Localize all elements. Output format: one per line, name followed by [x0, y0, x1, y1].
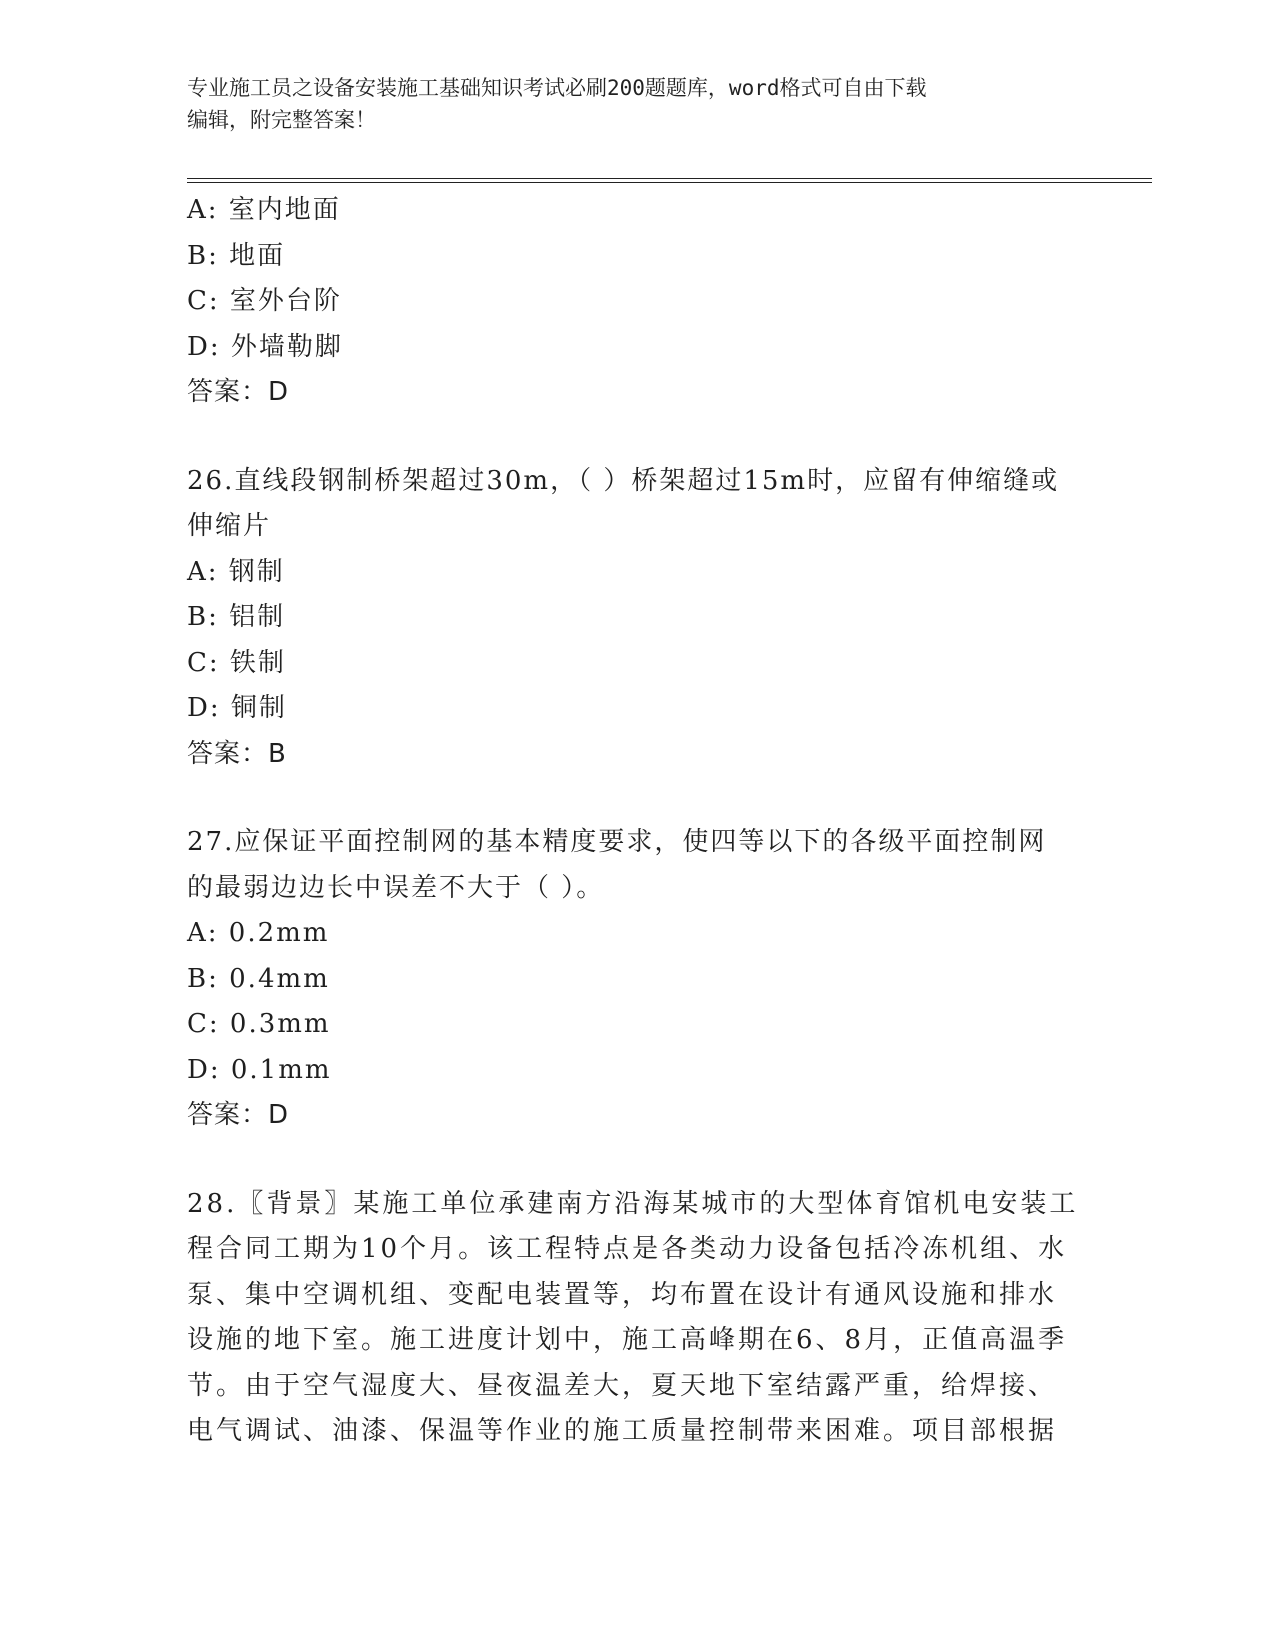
option-a: A: 0.2mm: [187, 918, 330, 948]
question-text-line-1: 28.〖背景〗某施工单位承建南方沿海某城市的大型体育馆机电安装工: [187, 1188, 1079, 1219]
option-b: B: 0.4mm: [187, 963, 330, 994]
question-text-line-6: 电气调试、油漆、保温等作业的施工质量控制带来困难。项目部根据: [187, 1416, 1058, 1446]
document-body: [187, 188, 1087, 1455]
option-d: D: 0.1mm: [187, 1054, 332, 1085]
answer: 答案：D: [187, 377, 290, 407]
header-divider: [187, 178, 1152, 183]
option-b: B: 地面: [187, 240, 286, 271]
option-c: C: 铁制: [187, 647, 286, 678]
option-c: C: 0.3mm: [187, 1009, 331, 1039]
question-text-line-1: 26.直线段钢制桥架超过30m，（ ）桥架超过15m时，应留有伸缩缝或: [187, 465, 1060, 496]
question-text-line-5: 节。由于空气湿度大、昼夜温差大，夏天地下室结露严重，给焊接、: [187, 1370, 1058, 1401]
question-text-line-3: 泵、集中空调机组、变配电装置等，均布置在设计有通风设施和排水: [187, 1279, 1058, 1310]
question-27: [187, 820, 1087, 1139]
option-a: A: 钢制: [187, 556, 285, 587]
question-text-line-2: 的最弱边边长中误差不大于（ ）。: [187, 872, 605, 903]
question-text-line-4: 设施的地下室。施工进度计划中，施工高峰期在6、8月，正值高温季: [187, 1325, 1068, 1355]
document-header: [187, 72, 1087, 136]
header-line-2: 编辑，附完整答案！: [187, 108, 376, 132]
question-25: [187, 188, 1087, 416]
option-c: C: 室外台阶: [187, 286, 342, 316]
question-28: [187, 1182, 1087, 1455]
question-26: [187, 459, 1087, 778]
question-text-line-1: 27.应保证平面控制网的基本精度要求，使四等以下的各级平面控制网: [187, 827, 1047, 857]
answer: 答案：B: [187, 738, 287, 769]
option-a: A: 室内地面: [187, 195, 341, 225]
question-text-line-2: 伸缩片: [187, 511, 272, 541]
option-d: D: 外墙勒脚: [187, 331, 343, 362]
header-line-1: 专业施工员之设备安装施工基础知识考试必刷200题题库，word格式可自由下载: [187, 76, 927, 100]
option-b: B: 铝制: [187, 602, 286, 632]
option-d: D: 铜制: [187, 693, 287, 723]
answer: 答案：D: [187, 1100, 290, 1130]
question-text-line-2: 程合同工期为10个月。该工程特点是各类动力设备包括冷冻机组、水: [187, 1234, 1068, 1264]
